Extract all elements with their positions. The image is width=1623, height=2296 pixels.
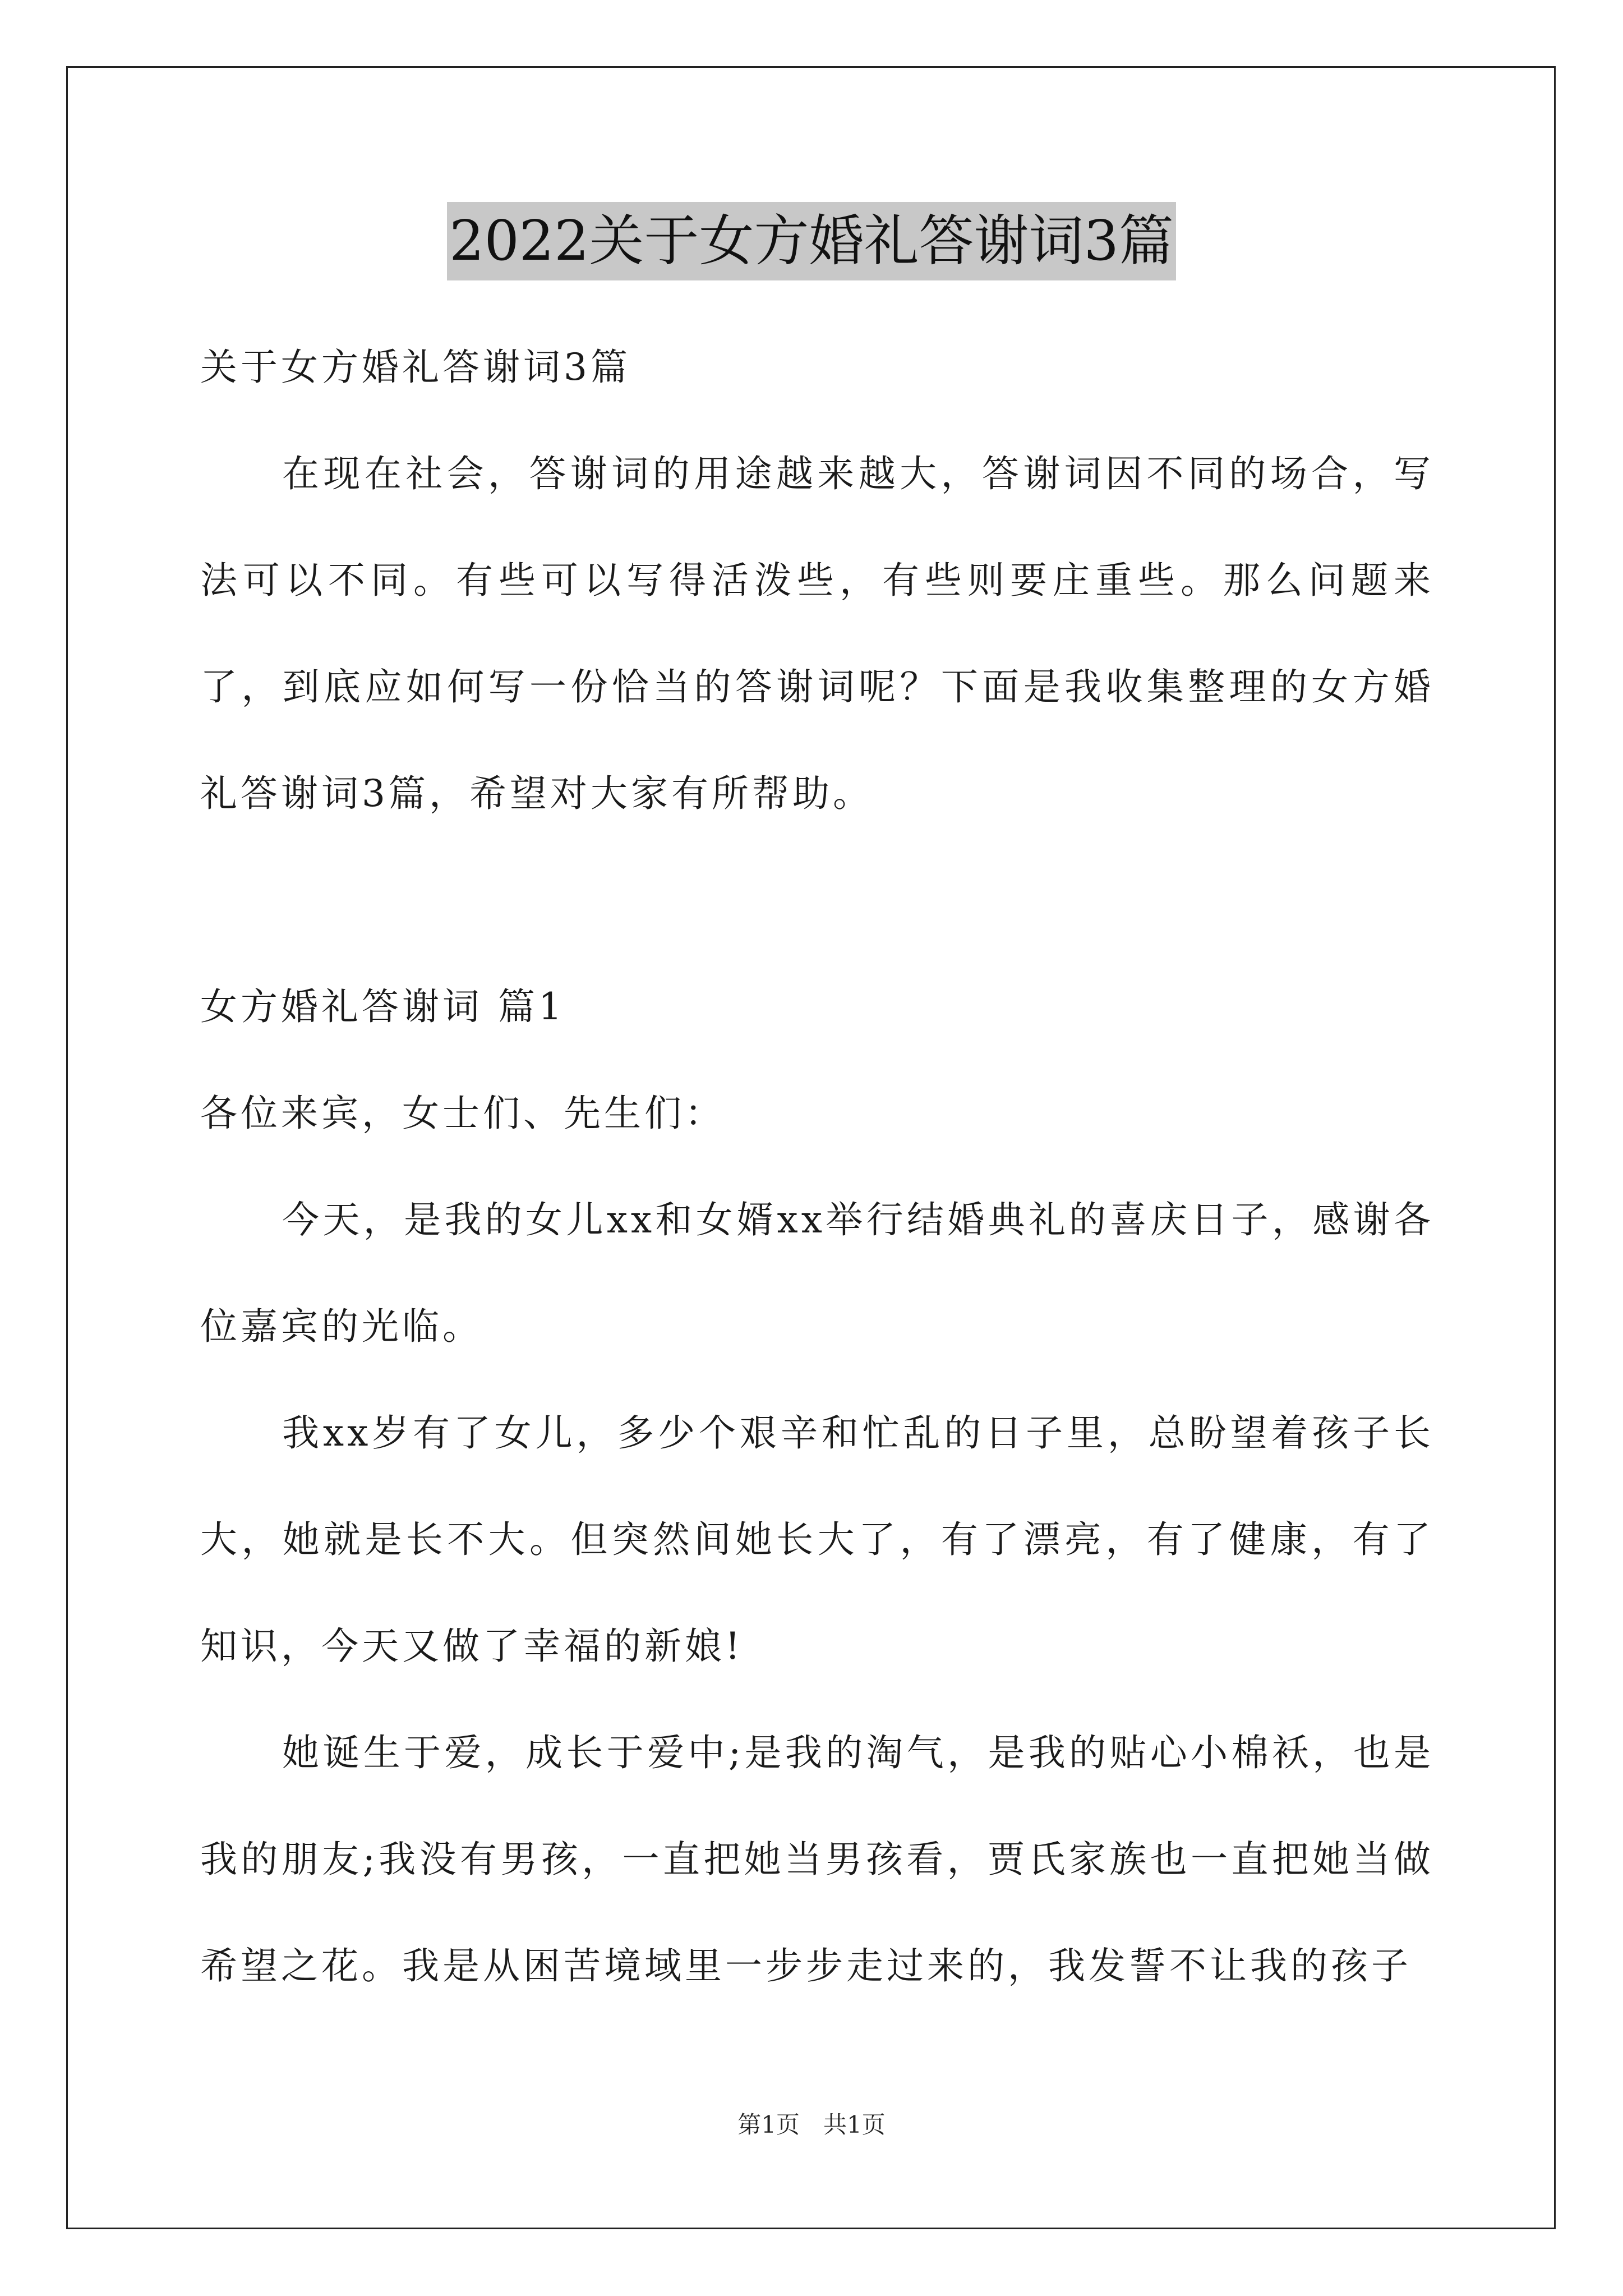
document-title: 2022关于女方婚礼答谢词3篇	[447, 202, 1176, 280]
section-spacer	[200, 847, 1434, 954]
section-heading: 女方婚礼答谢词 篇1	[200, 985, 565, 1028]
document-body	[200, 314, 1434, 2019]
intro-paragraph: 在现在社会，答谢词的用途越来越大，答谢词因不同的场合，写法可以不同。有些可以写得活泼些，有些则要庄重些。那么问题来了，到底应如何写一份恰当的答谢词呢？下面是我收集整理的女方婚礼答谢词3篇，希望对大家有所帮助。	[200, 452, 1434, 815]
page-footer: 第1页 共1页	[737, 2111, 886, 2138]
body-paragraph-2: 我xx岁有了女儿，多少个艰辛和忙乱的日子里，总盼望着孩子长大，她就是长不大。但突然间她长大了，有了漂亮，有了健康，有了知识，今天又做了幸福的新娘!	[200, 1411, 1434, 1668]
subtitle: 关于女方婚礼答谢词3篇	[200, 346, 631, 389]
title-container	[0, 202, 1623, 280]
body-paragraph-3: 她诞生于爱，成长于爱中;是我的淘气，是我的贴心小棉袄，也是我的朋友;我没有男孩，一直把她当男孩看，贾氏家族也一直把她当做希望之花。我是从困苦境域里一步步走过来的，我发誓不让我的孩子	[200, 1731, 1434, 1987]
salutation: 各位来宾，女士们、先生们：	[200, 1092, 725, 1135]
body-paragraph-1: 今天，是我的女儿xx和女婿xx举行结婚典礼的喜庆日子，感谢各位嘉宾的光临。	[200, 1198, 1434, 1348]
